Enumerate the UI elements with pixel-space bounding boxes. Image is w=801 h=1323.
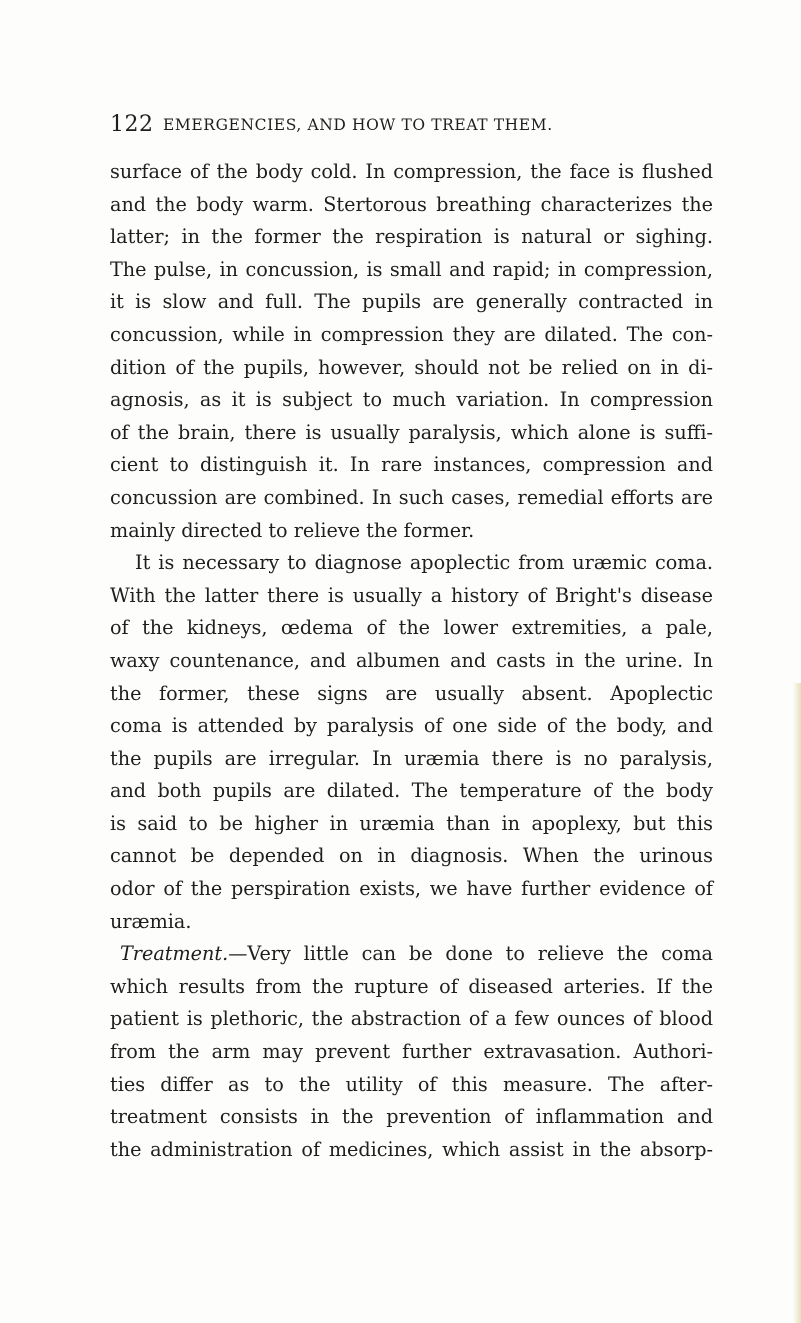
text-line: coma is attended by paralysis of one side of the body, and [110,714,713,738]
text-line: latter; in the former the respiration is natural or sighing. [110,225,713,249]
text-line: mainly directed to relieve the former. [110,518,475,542]
text-line: it is slow and full. The pupils are generally contracted in [110,290,713,314]
page-header [110,112,710,144]
text-line: waxy countenance, and albumen and casts in the urine. In [110,648,713,672]
running-head: EMERGENCIES, AND HOW TO TREAT THEM. [163,116,553,134]
page-edge-shadow [793,683,801,1323]
text-line: uræmia. [110,909,192,933]
text-line: dition of the pupils, however, should not be relied on in di- [110,355,713,379]
text-line: of the kidneys, œdema of the lower extremities, a pale, [110,616,713,640]
text-line: the former, these signs are usually absent. Apoplectic [110,681,713,705]
text-line: agnosis, as it is subject to much variation. In compression [110,388,713,412]
paragraph-first-line [110,938,713,971]
treatment-text: —Very little can be done to relieve the coma [228,942,713,966]
text-line: cient to distinguish it. In rare instances, compression and [110,453,713,477]
text-line: and both pupils are dilated. The temperature of the body [110,779,713,803]
page-number: 122 [110,112,154,137]
text-line: is said to be higher in uræmia than in apoplexy, but this [110,811,713,835]
text-line: the administration of medicines, which assist in the absorp- [110,1137,713,1161]
treatment-heading: Treatment. [120,942,229,966]
text-line: and the body warm. Stertorous breathing characterizes the [110,192,713,216]
text-line: With the latter there is usually a history of Bright's disease [110,583,713,607]
text-line: concussion are combined. In such cases, remedial efforts are [110,485,713,509]
text-line: treatment consists in the prevention of inflammation and [110,1105,713,1129]
text-line: the pupils are irregular. In uræmia there is no paralysis, [110,746,713,770]
text-line: of the brain, there is usually paralysis, which alone is suffi- [110,420,713,444]
text-line: concussion, while in compression they are dilated. The con- [110,322,713,346]
text-line: cannot be depended on in diagnosis. When the urinous [110,844,713,868]
text-line: surface of the body cold. In compression, the face is flushed [110,160,713,183]
body-text [110,156,713,1166]
text-line: patient is plethoric, the abstraction of a few ounces of blood [110,1007,713,1031]
text-line: from the arm may prevent further extravasation. Authori- [110,1040,713,1064]
text-line: The pulse, in concussion, is small and rapid; in compression, [110,257,713,281]
text-line: odor of the perspiration exists, we have further evidence of [110,877,713,901]
paragraph-first-line: It is necessary to diagnose apoplectic from uræmic coma. [135,551,713,575]
text-line: ties differ as to the utility of this measure. The after- [110,1072,713,1096]
text-line: which results from the rupture of diseased arteries. If the [110,974,713,998]
